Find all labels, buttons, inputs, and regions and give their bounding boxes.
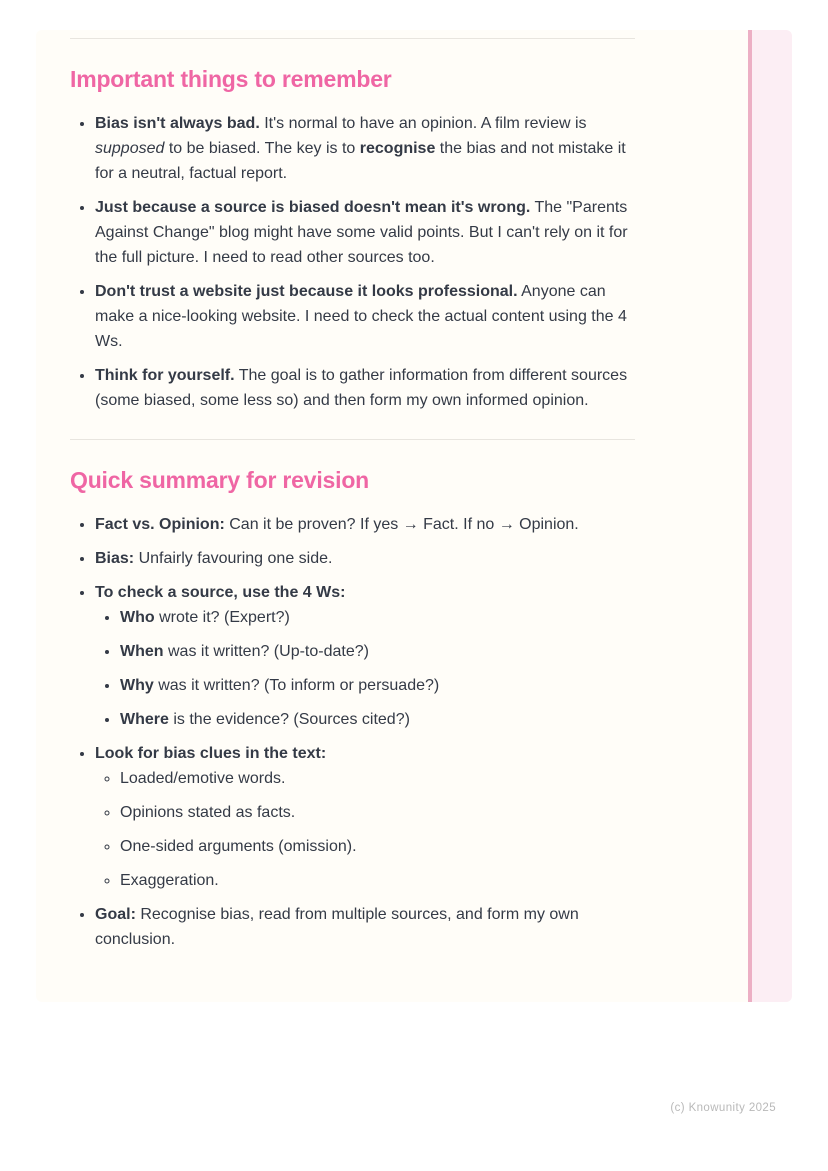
text-segment: Fact vs. Opinion: [95, 516, 225, 533]
list-item [120, 639, 635, 664]
list-item [95, 546, 635, 571]
note-card [36, 30, 792, 1002]
note-content [70, 38, 635, 978]
list-item [120, 766, 635, 791]
list-item [120, 673, 635, 698]
text-segment: Bias: [95, 550, 135, 567]
nested-bullet-list [95, 766, 635, 893]
nested-bullet-list [95, 605, 635, 732]
list-item [95, 195, 635, 270]
text-segment: wrote it? (Expert?) [154, 609, 290, 626]
list-item [95, 111, 635, 186]
pink-accent-strip [748, 30, 792, 1002]
list-item [95, 512, 635, 537]
list-item [95, 580, 635, 732]
text-segment: Bias isn't always bad. [95, 115, 260, 132]
text-segment: Opinions stated as facts. [120, 804, 296, 821]
list-item [120, 800, 635, 825]
list-item [120, 868, 635, 893]
text-segment: Goal: [95, 906, 136, 923]
text-segment: Why [120, 677, 154, 694]
text-segment: is the evidence? (Sources cited?) [168, 711, 410, 728]
text-segment: The "Parents Against Change" blog might have some valid points. But I can't rely on it for the full picture. I need to read other sources too. [95, 199, 628, 266]
section-heading: Important things to remember [70, 66, 392, 92]
list-item [95, 363, 635, 413]
text-segment: It's normal to have an opinion. A film review is [259, 115, 587, 132]
section-divider [70, 439, 635, 440]
text-segment: Unfairly favouring one side. [134, 550, 333, 567]
list-item [95, 279, 635, 354]
list-item [120, 834, 635, 859]
text-segment: the bias and not mistake it for a neutral, factual report. [95, 140, 626, 182]
note-section [70, 439, 635, 952]
text-segment: Think for yourself. [95, 367, 235, 384]
list-item [95, 902, 635, 952]
text-segment: When [120, 643, 164, 660]
text-segment: Recognise bias, read from multiple sources, and form my own conclusion. [95, 906, 579, 948]
text-segment: Who [120, 609, 155, 626]
section-heading: Quick summary for revision [70, 467, 370, 493]
list-item [120, 707, 635, 732]
bullet-list [70, 512, 635, 952]
text-segment: Just because a source is biased doesn't mean it's wrong. [95, 199, 531, 216]
text-segment: Don't trust a website just because it looks professional. [95, 283, 518, 300]
text-segment: was it written? (Up-to-date?) [163, 643, 369, 660]
text-segment: Loaded/emotive words. [120, 770, 286, 787]
text-segment: One-sided arguments (omission). [120, 838, 357, 855]
text-segment: to be biased. The key is to [164, 140, 360, 157]
copyright-text: (c) Knowunity 2025 [670, 1102, 776, 1114]
bullet-list [70, 111, 635, 413]
text-segment: Exaggeration. [120, 872, 219, 889]
text-segment: Anyone can make a nice-looking website. I need to check the actual content using the 4 Ws. [95, 283, 627, 350]
text-segment: supposed [95, 140, 165, 157]
section-divider [70, 38, 635, 39]
text-segment: Look for bias clues in the text: [95, 745, 327, 762]
text-segment: recognise [359, 140, 436, 157]
text-segment: The goal is to gather information from different sources (some biased, some less so) and then form my own informed opinion. [95, 367, 628, 409]
list-item [120, 605, 635, 630]
list-item [95, 741, 635, 893]
text-segment: To check a source, use the 4 Ws: [95, 584, 346, 601]
note-section [70, 38, 635, 413]
text-segment: was it written? (To inform or persuade?) [153, 677, 440, 694]
text-segment: Can it be proven? If yes → Fact. If no → Opinion. [224, 516, 579, 533]
text-segment: Where [120, 711, 169, 728]
